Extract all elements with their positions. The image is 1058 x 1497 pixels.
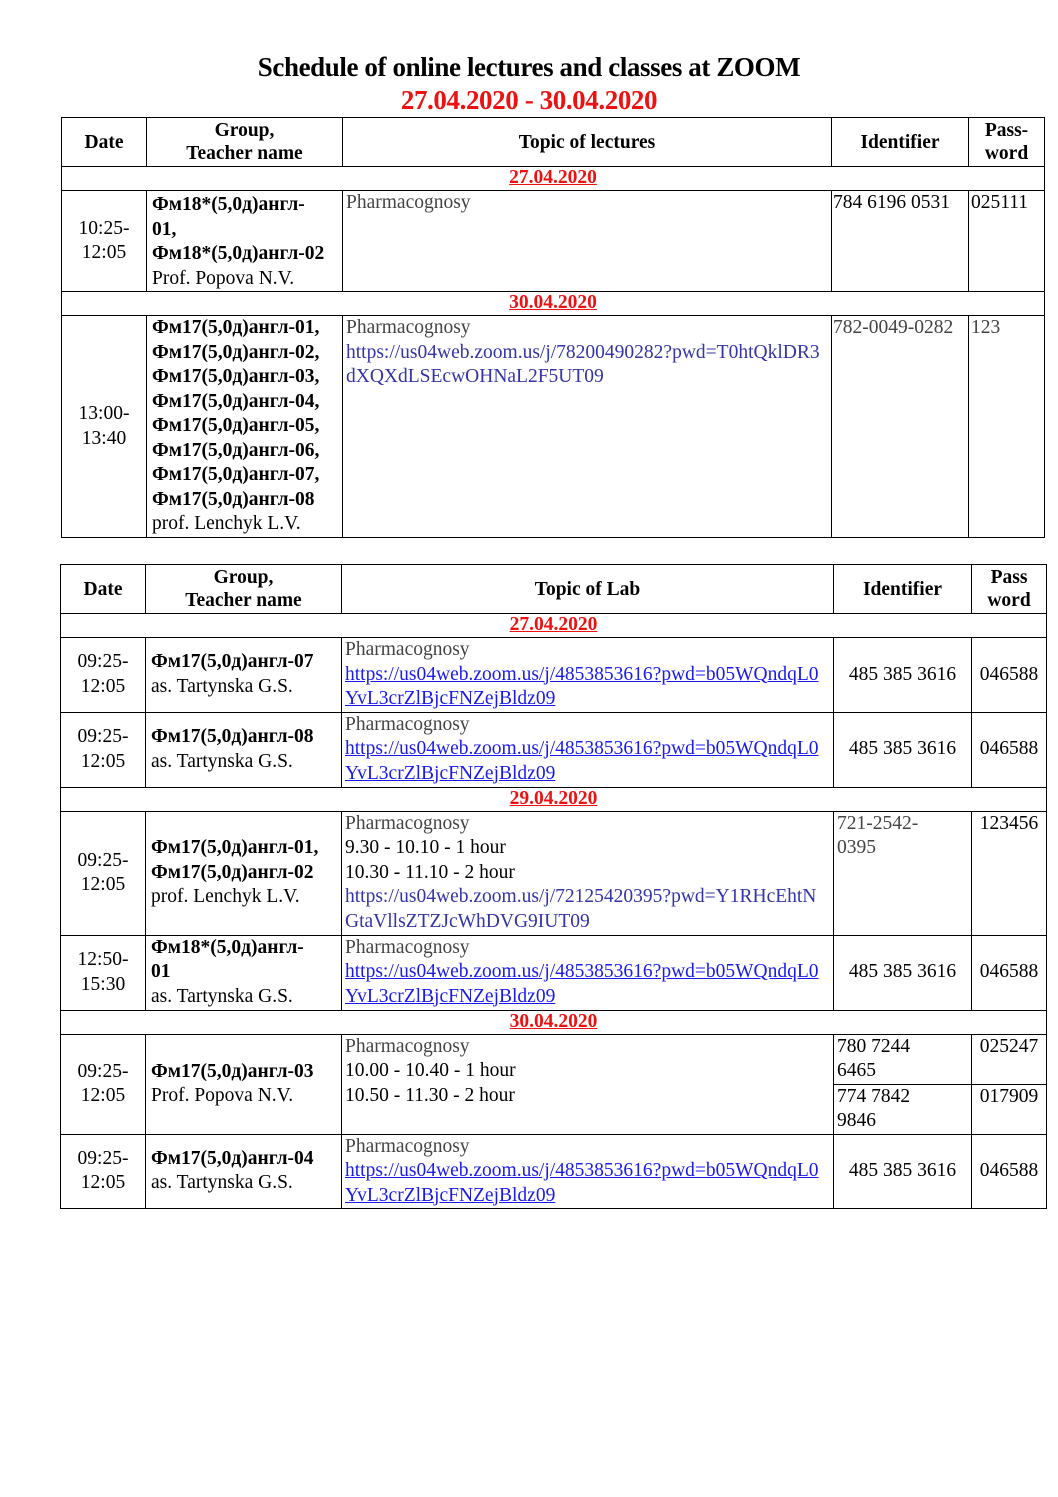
- time-start: 09:25-: [77, 1147, 129, 1169]
- group-name: Фм17(5,0д)англ-04: [151, 1147, 314, 1169]
- topic-name: Pharmacognosy: [345, 1135, 470, 1157]
- teacher-name: as. Tartynska G.S.: [151, 675, 293, 697]
- header-identifier: Identifier: [832, 118, 969, 167]
- password-cell: 017909: [972, 1084, 1047, 1134]
- time-cell: [62, 191, 147, 292]
- time-end: 13:40: [81, 427, 127, 449]
- identifier-cell: 485 385 3616: [834, 935, 972, 1010]
- table-row: [61, 638, 1047, 713]
- day-date: 30.04.2020: [62, 292, 1045, 316]
- password-cell: 123456: [972, 811, 1047, 935]
- time-start: 10:25-: [78, 217, 130, 239]
- group-cell: [146, 811, 342, 935]
- topic-cell: [343, 191, 832, 292]
- group-cell: [146, 712, 342, 787]
- time-cell: [61, 935, 146, 1010]
- group-name: Фм17(5,0д)англ-03: [151, 1060, 314, 1082]
- time-end: 12:05: [80, 1172, 126, 1194]
- time-cell: [61, 811, 146, 935]
- day-separator: [62, 292, 1045, 316]
- identifier-line2: 6465: [837, 1060, 876, 1081]
- labs-table: [60, 564, 1047, 1209]
- time-start: 12:50-: [77, 949, 129, 970]
- time-cell: [61, 1134, 146, 1209]
- time-start: 09:25-: [77, 849, 129, 871]
- table-row: [61, 935, 1047, 1010]
- day-date: 29.04.2020: [61, 787, 1047, 811]
- password-cell: 025247: [972, 1034, 1047, 1084]
- password-cell: 123: [969, 316, 1045, 538]
- topic-cell: [342, 935, 834, 1010]
- password-cell: 046588: [972, 638, 1047, 713]
- group-name: Фм17(5,0д)англ-03,: [152, 366, 320, 387]
- teacher-name: as. Tartynska G.S.: [151, 985, 293, 1007]
- header-identifier: Identifier: [834, 565, 972, 614]
- zoom-link[interactable]: https://us04web.zoom.us/j/4853853616?pwd=b05WQndqL0YvL3crZlBjcFNZejBldz09: [345, 738, 819, 784]
- identifier-cell: 485 385 3616: [834, 712, 972, 787]
- header-group-line2: Teacher name: [185, 590, 302, 611]
- group-cell: [146, 935, 342, 1010]
- identifier-cell: [834, 1084, 972, 1134]
- identifier-cell: [834, 811, 972, 935]
- day-date: 27.04.2020: [61, 614, 1047, 638]
- header-topic: Topic of lectures: [343, 118, 832, 167]
- group-name: Фм18*(5,0д)англ-: [151, 936, 304, 958]
- group-name: Фм17(5,0д)англ-01,: [152, 317, 320, 338]
- group-cell: [146, 1034, 342, 1134]
- group-name: Фм17(5,0д)англ-01,: [151, 837, 319, 859]
- time-start: 09:25-: [77, 726, 129, 747]
- group-name: 01: [151, 961, 171, 982]
- header-group-line2: Teacher name: [186, 143, 303, 164]
- time-slot: 10.30 - 11.10 - 2 hour: [345, 861, 515, 883]
- time-cell: [61, 638, 146, 713]
- group-cell: [147, 191, 343, 292]
- teacher-name: Prof. Popova N.V.: [151, 1085, 294, 1106]
- teacher-name: as. Tartynska G.S.: [151, 750, 293, 772]
- topic-name: Pharmacognosy: [345, 639, 470, 660]
- topic-cell: [342, 638, 834, 713]
- table-row: [61, 712, 1047, 787]
- topic-cell: [342, 1034, 834, 1134]
- identifier-line1: 774 7842: [837, 1085, 911, 1107]
- header-password-line2: word: [984, 143, 1029, 164]
- group-name: Фм17(5,0д)англ-04,: [152, 390, 320, 412]
- zoom-link[interactable]: https://us04web.zoom.us/j/72125420395?pwd=Y1RHcEhtNGtaVllsZTZJcWhDVG9IUT09: [345, 886, 817, 932]
- identifier-cell: 485 385 3616: [834, 1134, 972, 1209]
- topic-cell: [342, 1134, 834, 1209]
- identifier-cell: 485 385 3616: [834, 638, 972, 713]
- topic-name: Pharmacognosy: [346, 317, 471, 338]
- identifier-line1: 780 7244: [837, 1035, 911, 1057]
- group-name: Фм17(5,0д)англ-02: [151, 861, 314, 883]
- header-password: [972, 565, 1047, 614]
- header-password: [969, 118, 1045, 167]
- group-name: Фм17(5,0д)англ-02,: [152, 341, 320, 363]
- time-end: 15:30: [80, 973, 126, 995]
- topic-cell: [343, 316, 832, 538]
- header-group: [147, 118, 343, 167]
- group-name: 01,: [152, 218, 177, 240]
- table-row: [62, 316, 1045, 538]
- password-cell: 046588: [972, 712, 1047, 787]
- time-slot: 9.30 - 10.10 - 1 hour: [345, 837, 506, 858]
- identifier-cell: 782-0049-0282: [832, 316, 969, 538]
- day-date: 27.04.2020: [62, 167, 1045, 191]
- group-name: Фм17(5,0д)англ-07: [151, 651, 314, 673]
- header-password-line1: Pass-: [984, 120, 1029, 141]
- zoom-link[interactable]: https://us04web.zoom.us/j/78200490282?pwd=T0htQklDR3dXQXdLSEcwOHNaL2F5UT09: [346, 341, 820, 387]
- time-slot: 10.50 - 11.30 - 2 hour: [345, 1084, 515, 1106]
- teacher-name: as. Tartynska G.S.: [151, 1172, 293, 1194]
- time-start: 09:25-: [77, 1060, 129, 1082]
- group-name: Фм17(5,0д)англ-07,: [152, 464, 320, 485]
- group-name: Фм18*(5,0д)англ-: [152, 194, 305, 215]
- header-topic: Topic of Lab: [342, 565, 834, 614]
- header-password-line2: word: [987, 590, 1031, 611]
- time-end: 12:05: [80, 750, 126, 772]
- header-date: Date: [61, 565, 146, 614]
- lectures-table: [61, 117, 1045, 538]
- group-name: Фм17(5,0д)англ-08: [151, 726, 314, 747]
- group-name: Фм17(5,0д)англ-08: [152, 488, 315, 510]
- day-separator: [62, 167, 1045, 191]
- header-group: [146, 565, 342, 614]
- time-slot: 10.00 - 10.40 - 1 hour: [345, 1060, 516, 1081]
- lectures-header-row: [62, 118, 1045, 167]
- header-group-line1: Group,: [214, 120, 275, 141]
- identifier-line2: 0395: [837, 837, 876, 858]
- table-row: [61, 811, 1047, 935]
- document-title: Schedule of online lectures and classes at ZOOM: [257, 52, 801, 82]
- teacher-name: prof. Lenchyk L.V.: [151, 886, 300, 908]
- topic-cell: [342, 712, 834, 787]
- table-row: [61, 1134, 1047, 1209]
- header-password-line1: Pass: [990, 567, 1028, 588]
- group-name: Фм17(5,0д)англ-05,: [152, 415, 320, 436]
- identifier-cell: 784 6196 0531: [832, 191, 969, 292]
- time-cell: [61, 712, 146, 787]
- password-cell: 025111: [969, 191, 1045, 292]
- time-end: 12:05: [81, 242, 127, 263]
- identifier-line2: 9846: [837, 1110, 876, 1131]
- zoom-link[interactable]: https://us04web.zoom.us/j/4853853616?pwd=b05WQndqL0YvL3crZlBjcFNZejBldz09: [345, 961, 819, 1007]
- topic-cell: [342, 811, 834, 935]
- header-date: Date: [62, 118, 147, 167]
- day-date: 30.04.2020: [61, 1010, 1047, 1034]
- zoom-link[interactable]: https://us04web.zoom.us/j/4853853616?pwd=b05WQndqL0YvL3crZlBjcFNZejBldz09: [345, 1160, 819, 1206]
- group-cell: [147, 316, 343, 538]
- password-cell: 046588: [972, 935, 1047, 1010]
- topic-name: Pharmacognosy: [345, 1035, 470, 1057]
- table-row: [61, 1034, 1047, 1084]
- group-name: Фм17(5,0д)англ-06,: [152, 439, 320, 461]
- teacher-name: Prof. Popova N.V.: [152, 267, 295, 289]
- labs-header-row: [61, 565, 1047, 614]
- topic-name: Pharmacognosy: [345, 713, 470, 735]
- time-start: 09:25-: [77, 651, 129, 673]
- time-cell: [61, 1034, 146, 1134]
- group-name: Фм18*(5,0д)англ-02: [152, 243, 325, 264]
- topic-name: Pharmacognosy: [346, 192, 471, 213]
- day-separator: [61, 614, 1047, 638]
- topic-name: Pharmacognosy: [345, 812, 470, 834]
- time-cell: [62, 316, 147, 538]
- password-cell: 046588: [972, 1134, 1047, 1209]
- time-end: 12:05: [80, 675, 126, 697]
- day-separator: [61, 787, 1047, 811]
- identifier-line1: 721-2542-: [837, 812, 919, 834]
- time-end: 12:05: [80, 1085, 126, 1106]
- time-end: 12:05: [80, 874, 126, 895]
- group-cell: [146, 1134, 342, 1209]
- teacher-name: prof. Lenchyk L.V.: [152, 513, 301, 534]
- date-range: 27.04.2020 - 30.04.2020: [400, 85, 658, 115]
- zoom-link[interactable]: https://us04web.zoom.us/j/4853853616?pwd=b05WQndqL0YvL3crZlBjcFNZejBldz09: [345, 663, 819, 709]
- time-start: 13:00-: [78, 403, 130, 424]
- day-separator: [61, 1010, 1047, 1034]
- identifier-cell: [834, 1034, 972, 1084]
- header-group-line1: Group,: [213, 567, 274, 588]
- group-cell: [146, 638, 342, 713]
- topic-name: Pharmacognosy: [345, 936, 470, 958]
- table-row: [62, 191, 1045, 292]
